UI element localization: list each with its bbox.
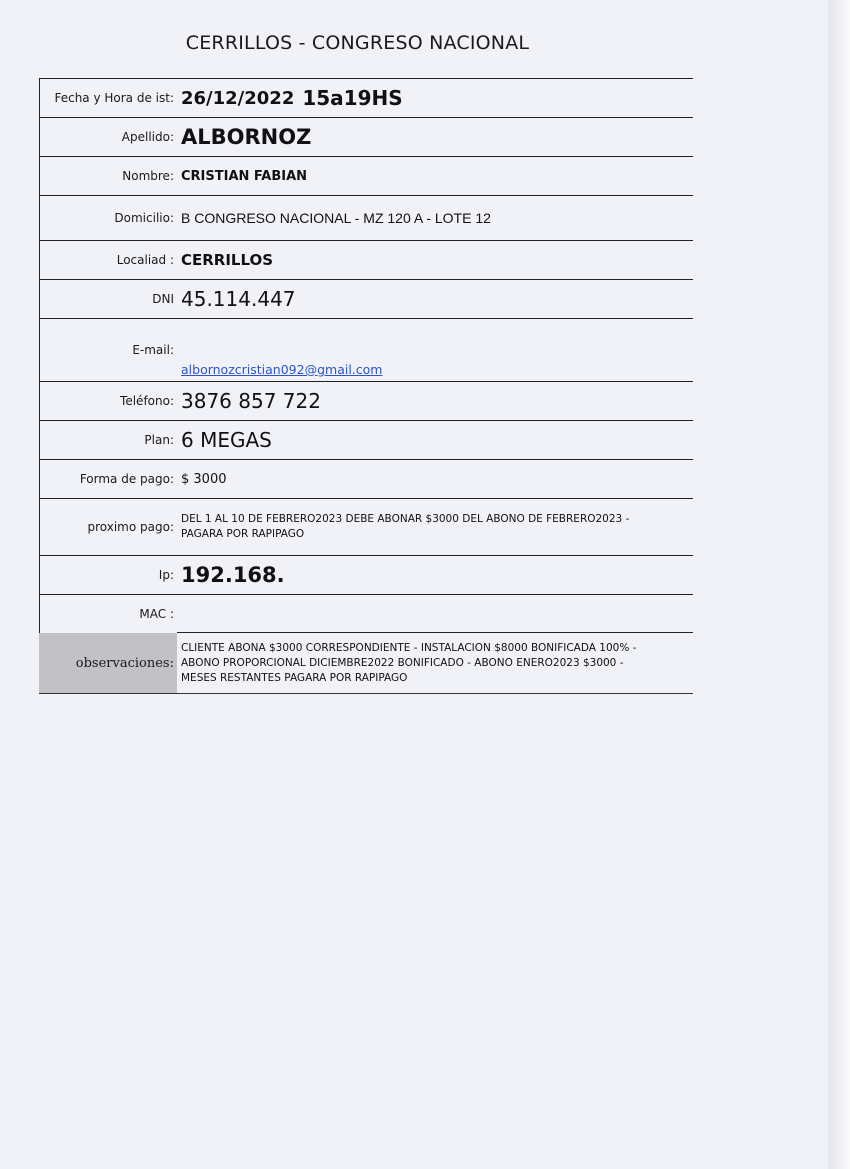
value-mac bbox=[177, 595, 693, 633]
row-localidad bbox=[39, 241, 693, 280]
label-nombre: Nombre: bbox=[39, 157, 177, 195]
label-localidad: Localiad : bbox=[39, 241, 177, 279]
label-forma-pago: Forma de pago: bbox=[39, 460, 177, 498]
email-link[interactable]: albornozcristian092@gmail.com bbox=[181, 362, 383, 377]
proximo-pago-line: DEL 1 AL 10 DE FEBRERO2023 DEBE ABONAR $3000 DEL ABONO DE FEBRERO2023 - bbox=[181, 513, 630, 525]
label-domicilio: Domicilio: bbox=[39, 196, 177, 240]
observaciones-line: MESES RESTANTES PAGARA POR RAPIPAGO bbox=[181, 671, 408, 684]
value-observaciones bbox=[177, 633, 693, 693]
value-nombre: CRISTIAN FABIAN bbox=[181, 168, 308, 184]
observaciones-line: CLIENTE ABONA $3000 CORRESPONDIENTE - INSTALACION $8000 BONIFICADA 100% - bbox=[181, 641, 637, 654]
value-proximo-pago bbox=[177, 499, 693, 555]
label-dni: DNI bbox=[39, 280, 177, 318]
row-domicilio bbox=[39, 196, 693, 241]
label-email: E-mail: bbox=[39, 319, 177, 381]
row-ip bbox=[39, 556, 693, 595]
label-mac: MAC : bbox=[39, 595, 177, 633]
label-proximo-pago: proximo pago: bbox=[39, 499, 177, 555]
row-nombre bbox=[39, 157, 693, 196]
label-telefono: Teléfono: bbox=[39, 382, 177, 420]
value-forma-pago: $ 3000 bbox=[181, 471, 227, 487]
proximo-pago-line: PAGARA POR RAPIPAGO bbox=[181, 528, 305, 540]
value-dni: 45.114.447 bbox=[181, 287, 296, 311]
row-email bbox=[39, 319, 693, 382]
page-edge bbox=[828, 0, 850, 1169]
row-mac bbox=[39, 595, 693, 633]
observaciones-line: ABONO PROPORCIONAL DICIEMBRE2022 BONIFICADO - ABONO ENERO2023 $3000 - bbox=[181, 656, 624, 669]
value-ip: 192.168. bbox=[181, 563, 285, 587]
row-fecha bbox=[39, 79, 693, 118]
row-forma-pago bbox=[39, 460, 693, 499]
label-observaciones: observaciones: bbox=[39, 633, 177, 693]
page-title: CERRILLOS - CONGRESO NACIONAL bbox=[185, 32, 530, 54]
label-ip: Ip: bbox=[39, 556, 177, 594]
row-telefono bbox=[39, 382, 693, 421]
value-domicilio: B CONGRESO NACIONAL - MZ 120 A - LOTE 12 bbox=[181, 210, 491, 226]
value-localidad: CERRILLOS bbox=[181, 251, 274, 269]
value-plan: 6 MEGAS bbox=[181, 428, 272, 452]
value-email-cell bbox=[177, 319, 693, 381]
label-apellido: Apellido: bbox=[39, 118, 177, 156]
row-apellido bbox=[39, 118, 693, 157]
label-plan: Plan: bbox=[39, 421, 177, 459]
label-fecha: Fecha y Hora de ist: bbox=[39, 79, 177, 117]
row-observaciones bbox=[39, 633, 693, 694]
value-apellido: ALBORNOZ bbox=[181, 125, 312, 149]
row-proximo-pago bbox=[39, 499, 693, 556]
row-plan bbox=[39, 421, 693, 460]
row-dni bbox=[39, 280, 693, 319]
value-fecha-time: 15a19HS bbox=[302, 86, 403, 110]
value-fecha-date: 26/12/2022 bbox=[181, 87, 295, 109]
client-form bbox=[39, 78, 693, 694]
value-fecha bbox=[177, 79, 693, 117]
value-telefono: 3876 857 722 bbox=[181, 389, 321, 413]
